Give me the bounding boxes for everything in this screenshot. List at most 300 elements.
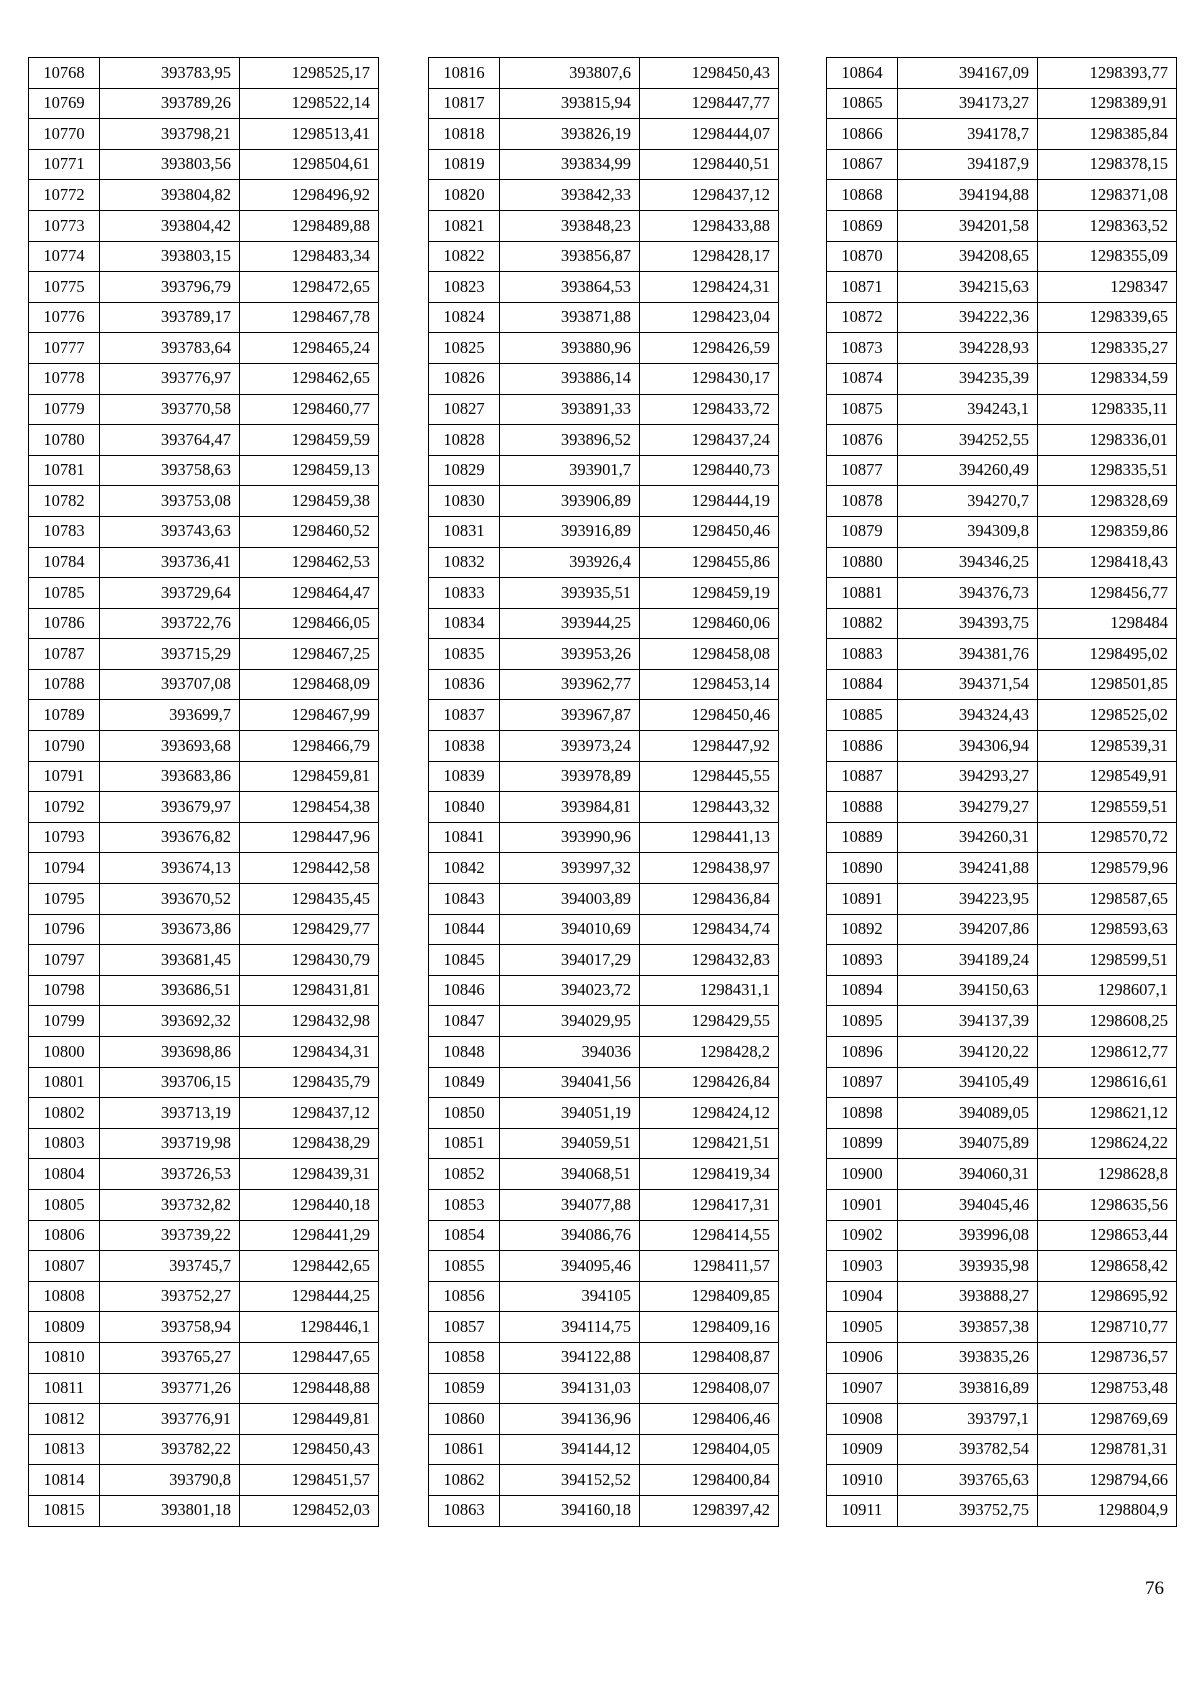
point-id-cell: 10862 — [429, 1465, 500, 1496]
table-row — [827, 1220, 1177, 1251]
x-coordinate-cell: 394178,7 — [898, 119, 1038, 150]
table-row — [429, 822, 779, 853]
y-coordinate-cell: 1298335,11 — [1038, 394, 1177, 425]
y-coordinate-cell: 1298525,17 — [240, 58, 379, 89]
y-coordinate-cell: 1298328,69 — [1038, 486, 1177, 517]
y-coordinate-cell: 1298418,43 — [1038, 547, 1177, 578]
point-id-cell: 10827 — [429, 394, 500, 425]
x-coordinate-cell: 393815,94 — [500, 88, 640, 119]
y-coordinate-cell: 1298428,2 — [640, 1037, 779, 1068]
point-id-cell: 10831 — [429, 516, 500, 547]
y-coordinate-cell: 1298430,79 — [240, 945, 379, 976]
table-row — [827, 486, 1177, 517]
x-coordinate-cell: 393736,41 — [100, 547, 240, 578]
table-row — [29, 516, 379, 547]
point-id-cell: 10876 — [827, 425, 898, 456]
table-row — [29, 58, 379, 89]
table-row — [29, 822, 379, 853]
point-id-cell: 10900 — [827, 1159, 898, 1190]
table-row — [429, 272, 779, 303]
point-id-cell: 10797 — [29, 945, 100, 976]
point-id-cell: 10904 — [827, 1281, 898, 1312]
point-id-cell: 10859 — [429, 1373, 500, 1404]
point-id-cell: 10838 — [429, 731, 500, 762]
table-row — [29, 119, 379, 150]
x-coordinate-cell: 394243,1 — [898, 394, 1038, 425]
point-id-cell: 10897 — [827, 1067, 898, 1098]
point-id-cell: 10868 — [827, 180, 898, 211]
y-coordinate-cell: 1298336,01 — [1038, 425, 1177, 456]
point-id-cell: 10821 — [429, 210, 500, 241]
x-coordinate-cell: 393834,99 — [500, 149, 640, 180]
y-coordinate-cell: 1298466,05 — [240, 608, 379, 639]
y-coordinate-cell: 1298459,19 — [640, 578, 779, 609]
x-coordinate-cell: 393973,24 — [500, 731, 640, 762]
table-row — [429, 639, 779, 670]
y-coordinate-cell: 1298371,08 — [1038, 180, 1177, 211]
x-coordinate-cell: 393888,27 — [898, 1281, 1038, 1312]
x-coordinate-cell: 394208,65 — [898, 241, 1038, 272]
point-id-cell: 10887 — [827, 761, 898, 792]
point-id-cell: 10773 — [29, 210, 100, 241]
x-coordinate-cell: 393864,53 — [500, 272, 640, 303]
y-coordinate-cell: 1298437,12 — [640, 180, 779, 211]
table-row — [827, 363, 1177, 394]
table-row — [827, 119, 1177, 150]
x-coordinate-cell: 394029,95 — [500, 1006, 640, 1037]
y-coordinate-cell: 1298462,53 — [240, 547, 379, 578]
y-coordinate-cell: 1298404,05 — [640, 1434, 779, 1465]
x-coordinate-cell: 394346,25 — [898, 547, 1038, 578]
y-coordinate-cell: 1298447,96 — [240, 822, 379, 853]
point-id-cell: 10830 — [429, 486, 500, 517]
point-id-cell: 10910 — [827, 1465, 898, 1496]
y-coordinate-cell: 1298437,12 — [240, 1098, 379, 1129]
x-coordinate-cell: 393997,32 — [500, 853, 640, 884]
x-coordinate-cell: 393698,86 — [100, 1037, 240, 1068]
y-coordinate-cell: 1298570,72 — [1038, 822, 1177, 853]
table-row — [827, 180, 1177, 211]
point-id-cell: 10884 — [827, 669, 898, 700]
table-row — [29, 1159, 379, 1190]
y-coordinate-cell: 1298426,59 — [640, 333, 779, 364]
y-coordinate-cell: 1298559,51 — [1038, 792, 1177, 823]
point-id-cell: 10908 — [827, 1404, 898, 1435]
table-row — [29, 149, 379, 180]
x-coordinate-cell: 393804,82 — [100, 180, 240, 211]
point-id-cell: 10909 — [827, 1434, 898, 1465]
x-coordinate-cell: 393891,33 — [500, 394, 640, 425]
y-coordinate-cell: 1298408,07 — [640, 1373, 779, 1404]
point-id-cell: 10852 — [429, 1159, 500, 1190]
table-row — [827, 761, 1177, 792]
point-id-cell: 10892 — [827, 914, 898, 945]
x-coordinate-cell: 393674,13 — [100, 853, 240, 884]
point-id-cell: 10901 — [827, 1189, 898, 1220]
point-id-cell: 10802 — [29, 1098, 100, 1129]
point-id-cell: 10895 — [827, 1006, 898, 1037]
y-coordinate-cell: 1298450,43 — [240, 1434, 379, 1465]
y-coordinate-cell: 1298468,09 — [240, 669, 379, 700]
table-row — [429, 1037, 779, 1068]
table-row — [827, 455, 1177, 486]
x-coordinate-cell: 393996,08 — [898, 1220, 1038, 1251]
x-coordinate-cell: 393693,68 — [100, 731, 240, 762]
y-coordinate-cell: 1298653,44 — [1038, 1220, 1177, 1251]
table-row — [827, 149, 1177, 180]
x-coordinate-cell: 393743,63 — [100, 516, 240, 547]
table-row — [429, 1098, 779, 1129]
point-id-cell: 10788 — [29, 669, 100, 700]
y-coordinate-cell: 1298406,46 — [640, 1404, 779, 1435]
point-id-cell: 10906 — [827, 1342, 898, 1373]
y-coordinate-cell: 1298428,17 — [640, 241, 779, 272]
table-row — [827, 1159, 1177, 1190]
x-coordinate-cell: 393816,89 — [898, 1373, 1038, 1404]
y-coordinate-cell: 1298363,52 — [1038, 210, 1177, 241]
y-coordinate-cell: 1298621,12 — [1038, 1098, 1177, 1129]
y-coordinate-cell: 1298449,81 — [240, 1404, 379, 1435]
table-row — [827, 1189, 1177, 1220]
point-id-cell: 10777 — [29, 333, 100, 364]
y-coordinate-cell: 1298444,07 — [640, 119, 779, 150]
point-id-cell: 10814 — [29, 1465, 100, 1496]
y-coordinate-cell: 1298423,04 — [640, 302, 779, 333]
x-coordinate-cell: 393807,6 — [500, 58, 640, 89]
x-coordinate-cell: 394293,27 — [898, 761, 1038, 792]
y-coordinate-cell: 1298435,79 — [240, 1067, 379, 1098]
y-coordinate-cell: 1298467,78 — [240, 302, 379, 333]
point-id-cell: 10861 — [429, 1434, 500, 1465]
y-coordinate-cell: 1298424,12 — [640, 1098, 779, 1129]
table-row — [429, 1189, 779, 1220]
point-id-cell: 10898 — [827, 1098, 898, 1129]
table-row — [29, 1495, 379, 1526]
y-coordinate-cell: 1298454,38 — [240, 792, 379, 823]
point-id-cell: 10872 — [827, 302, 898, 333]
y-coordinate-cell: 1298335,27 — [1038, 333, 1177, 364]
table-row — [29, 700, 379, 731]
point-id-cell: 10907 — [827, 1373, 898, 1404]
x-coordinate-cell: 394376,73 — [898, 578, 1038, 609]
point-id-cell: 10896 — [827, 1037, 898, 1068]
x-coordinate-cell: 393944,25 — [500, 608, 640, 639]
y-coordinate-cell: 1298441,13 — [640, 822, 779, 853]
x-coordinate-cell: 394137,39 — [898, 1006, 1038, 1037]
table-row — [29, 302, 379, 333]
x-coordinate-cell: 394051,19 — [500, 1098, 640, 1129]
point-id-cell: 10778 — [29, 363, 100, 394]
table-row — [29, 1006, 379, 1037]
y-coordinate-cell: 1298385,84 — [1038, 119, 1177, 150]
x-coordinate-cell: 393801,18 — [100, 1495, 240, 1526]
x-coordinate-cell: 393776,91 — [100, 1404, 240, 1435]
y-coordinate-cell: 1298452,03 — [240, 1495, 379, 1526]
y-coordinate-cell: 1298539,31 — [1038, 731, 1177, 762]
y-coordinate-cell: 1298448,88 — [240, 1373, 379, 1404]
x-coordinate-cell: 394105 — [500, 1281, 640, 1312]
y-coordinate-cell: 1298450,43 — [640, 58, 779, 89]
table-row — [827, 1281, 1177, 1312]
point-id-cell: 10768 — [29, 58, 100, 89]
point-id-cell: 10780 — [29, 425, 100, 456]
y-coordinate-cell: 1298466,79 — [240, 731, 379, 762]
y-coordinate-cell: 1298450,46 — [640, 516, 779, 547]
point-id-cell: 10880 — [827, 547, 898, 578]
y-coordinate-cell: 1298447,65 — [240, 1342, 379, 1373]
table-row — [827, 1037, 1177, 1068]
y-coordinate-cell: 1298460,52 — [240, 516, 379, 547]
point-id-cell: 10800 — [29, 1037, 100, 1068]
x-coordinate-cell: 393967,87 — [500, 700, 640, 731]
x-coordinate-cell: 393826,19 — [500, 119, 640, 150]
x-coordinate-cell: 393886,14 — [500, 363, 640, 394]
point-id-cell: 10877 — [827, 455, 898, 486]
y-coordinate-cell: 1298429,77 — [240, 914, 379, 945]
x-coordinate-cell: 393758,94 — [100, 1312, 240, 1343]
table-row — [429, 1251, 779, 1282]
point-id-cell: 10839 — [429, 761, 500, 792]
table-row — [827, 884, 1177, 915]
table-row — [429, 1495, 779, 1526]
table-row — [429, 853, 779, 884]
x-coordinate-cell: 394189,24 — [898, 945, 1038, 976]
y-coordinate-cell: 1298433,72 — [640, 394, 779, 425]
table-row — [429, 1159, 779, 1190]
y-coordinate-cell: 1298409,16 — [640, 1312, 779, 1343]
table-row — [29, 272, 379, 303]
point-id-cell: 10776 — [29, 302, 100, 333]
x-coordinate-cell: 394152,52 — [500, 1465, 640, 1496]
y-coordinate-cell: 1298426,84 — [640, 1067, 779, 1098]
y-coordinate-cell: 1298335,51 — [1038, 455, 1177, 486]
table-row — [429, 149, 779, 180]
table-row — [827, 88, 1177, 119]
point-id-cell: 10855 — [429, 1251, 500, 1282]
y-coordinate-cell: 1298579,96 — [1038, 853, 1177, 884]
y-coordinate-cell: 1298445,55 — [640, 761, 779, 792]
x-coordinate-cell: 394086,76 — [500, 1220, 640, 1251]
point-id-cell: 10824 — [429, 302, 500, 333]
x-coordinate-cell: 393789,17 — [100, 302, 240, 333]
table-row — [429, 210, 779, 241]
x-coordinate-cell: 394003,89 — [500, 884, 640, 915]
table-row — [429, 180, 779, 211]
table-row — [429, 1434, 779, 1465]
x-coordinate-cell: 393783,64 — [100, 333, 240, 364]
coordinates-table-3 — [826, 57, 1177, 1527]
x-coordinate-cell: 394228,93 — [898, 333, 1038, 364]
x-coordinate-cell: 393953,26 — [500, 639, 640, 670]
table-row — [429, 516, 779, 547]
table-row — [429, 363, 779, 394]
point-id-cell: 10878 — [827, 486, 898, 517]
y-coordinate-cell: 1298458,08 — [640, 639, 779, 670]
y-coordinate-cell: 1298414,55 — [640, 1220, 779, 1251]
table-row — [827, 731, 1177, 762]
table-row — [29, 394, 379, 425]
y-coordinate-cell: 1298549,91 — [1038, 761, 1177, 792]
point-id-cell: 10775 — [29, 272, 100, 303]
x-coordinate-cell: 393676,82 — [100, 822, 240, 853]
table-row — [429, 761, 779, 792]
point-id-cell: 10783 — [29, 516, 100, 547]
point-id-cell: 10785 — [29, 578, 100, 609]
table-row — [429, 455, 779, 486]
y-coordinate-cell: 1298460,06 — [640, 608, 779, 639]
table-row — [429, 1465, 779, 1496]
table-row — [827, 914, 1177, 945]
y-coordinate-cell: 1298451,57 — [240, 1465, 379, 1496]
x-coordinate-cell: 394235,39 — [898, 363, 1038, 394]
point-id-cell: 10903 — [827, 1251, 898, 1282]
x-coordinate-cell: 394160,18 — [500, 1495, 640, 1526]
point-id-cell: 10819 — [429, 149, 500, 180]
y-coordinate-cell: 1298400,84 — [640, 1465, 779, 1496]
point-id-cell: 10804 — [29, 1159, 100, 1190]
x-coordinate-cell: 394194,88 — [898, 180, 1038, 211]
y-coordinate-cell: 1298608,25 — [1038, 1006, 1177, 1037]
table-row — [827, 547, 1177, 578]
table-row — [827, 945, 1177, 976]
point-id-cell: 10848 — [429, 1037, 500, 1068]
y-coordinate-cell: 1298444,25 — [240, 1281, 379, 1312]
table-row — [29, 608, 379, 639]
y-coordinate-cell: 1298587,65 — [1038, 884, 1177, 915]
x-coordinate-cell: 393782,54 — [898, 1434, 1038, 1465]
table-row — [29, 945, 379, 976]
table-row — [29, 1434, 379, 1465]
table-row — [827, 639, 1177, 670]
table-row — [429, 394, 779, 425]
point-id-cell: 10790 — [29, 731, 100, 762]
table-row — [29, 639, 379, 670]
table-row — [827, 669, 1177, 700]
point-id-cell: 10823 — [429, 272, 500, 303]
x-coordinate-cell: 394114,75 — [500, 1312, 640, 1343]
y-coordinate-cell: 1298443,32 — [640, 792, 779, 823]
table-row — [29, 1312, 379, 1343]
point-id-cell: 10865 — [827, 88, 898, 119]
x-coordinate-cell: 393683,86 — [100, 761, 240, 792]
y-coordinate-cell: 1298438,29 — [240, 1128, 379, 1159]
point-id-cell: 10799 — [29, 1006, 100, 1037]
table-row — [827, 578, 1177, 609]
table-row — [29, 731, 379, 762]
x-coordinate-cell: 394207,86 — [898, 914, 1038, 945]
table-row — [429, 88, 779, 119]
table-row — [29, 333, 379, 364]
point-id-cell: 10886 — [827, 731, 898, 762]
y-coordinate-cell: 1298593,63 — [1038, 914, 1177, 945]
y-coordinate-cell: 1298484 — [1038, 608, 1177, 639]
y-coordinate-cell: 1298504,61 — [240, 149, 379, 180]
x-coordinate-cell: 394381,76 — [898, 639, 1038, 670]
y-coordinate-cell: 1298393,77 — [1038, 58, 1177, 89]
x-coordinate-cell: 394371,54 — [898, 669, 1038, 700]
x-coordinate-cell: 394075,89 — [898, 1128, 1038, 1159]
x-coordinate-cell: 394060,31 — [898, 1159, 1038, 1190]
x-coordinate-cell: 393842,33 — [500, 180, 640, 211]
x-coordinate-cell: 394393,75 — [898, 608, 1038, 639]
y-coordinate-cell: 1298419,34 — [640, 1159, 779, 1190]
point-id-cell: 10850 — [429, 1098, 500, 1129]
table-row — [429, 945, 779, 976]
point-id-cell: 10864 — [827, 58, 898, 89]
x-coordinate-cell: 393679,97 — [100, 792, 240, 823]
x-coordinate-cell: 394324,43 — [898, 700, 1038, 731]
x-coordinate-cell: 393722,76 — [100, 608, 240, 639]
x-coordinate-cell: 393984,81 — [500, 792, 640, 823]
x-coordinate-cell: 394089,05 — [898, 1098, 1038, 1129]
table-row — [827, 272, 1177, 303]
x-coordinate-cell: 394120,22 — [898, 1037, 1038, 1068]
table-row — [29, 578, 379, 609]
table-row — [429, 1128, 779, 1159]
point-id-cell: 10857 — [429, 1312, 500, 1343]
point-id-cell: 10792 — [29, 792, 100, 823]
y-coordinate-cell: 1298409,85 — [640, 1281, 779, 1312]
y-coordinate-cell: 1298459,81 — [240, 761, 379, 792]
table-row — [827, 1128, 1177, 1159]
table-row — [429, 1067, 779, 1098]
point-id-cell: 10813 — [29, 1434, 100, 1465]
y-coordinate-cell: 1298710,77 — [1038, 1312, 1177, 1343]
y-coordinate-cell: 1298464,47 — [240, 578, 379, 609]
y-coordinate-cell: 1298355,09 — [1038, 241, 1177, 272]
x-coordinate-cell: 393699,7 — [100, 700, 240, 731]
table-row — [429, 333, 779, 364]
page-number: 76 — [1145, 1578, 1164, 1599]
table-row — [827, 425, 1177, 456]
y-coordinate-cell: 1298444,19 — [640, 486, 779, 517]
x-coordinate-cell: 393771,26 — [100, 1373, 240, 1404]
y-coordinate-cell: 1298460,77 — [240, 394, 379, 425]
y-coordinate-cell: 1298429,55 — [640, 1006, 779, 1037]
point-id-cell: 10805 — [29, 1189, 100, 1220]
point-id-cell: 10770 — [29, 119, 100, 150]
y-coordinate-cell: 1298736,57 — [1038, 1342, 1177, 1373]
point-id-cell: 10825 — [429, 333, 500, 364]
x-coordinate-cell: 393916,89 — [500, 516, 640, 547]
x-coordinate-cell: 393745,7 — [100, 1251, 240, 1282]
y-coordinate-cell: 1298525,02 — [1038, 700, 1177, 731]
point-id-cell: 10784 — [29, 547, 100, 578]
y-coordinate-cell: 1298599,51 — [1038, 945, 1177, 976]
x-coordinate-cell: 394144,12 — [500, 1434, 640, 1465]
x-coordinate-cell: 393797,1 — [898, 1404, 1038, 1435]
table-row — [429, 578, 779, 609]
y-coordinate-cell: 1298489,88 — [240, 210, 379, 241]
point-id-cell: 10771 — [29, 149, 100, 180]
point-id-cell: 10890 — [827, 853, 898, 884]
y-coordinate-cell: 1298378,15 — [1038, 149, 1177, 180]
table-row — [29, 1128, 379, 1159]
table-row — [29, 241, 379, 272]
x-coordinate-cell: 393796,79 — [100, 272, 240, 303]
y-coordinate-cell: 1298432,98 — [240, 1006, 379, 1037]
y-coordinate-cell: 1298753,48 — [1038, 1373, 1177, 1404]
table-row — [29, 455, 379, 486]
table-row — [827, 302, 1177, 333]
x-coordinate-cell: 393670,52 — [100, 884, 240, 915]
y-coordinate-cell: 1298442,65 — [240, 1251, 379, 1282]
point-id-cell: 10779 — [29, 394, 100, 425]
table-row — [429, 884, 779, 915]
table-row — [429, 1342, 779, 1373]
x-coordinate-cell: 393790,8 — [100, 1465, 240, 1496]
y-coordinate-cell: 1298397,42 — [640, 1495, 779, 1526]
